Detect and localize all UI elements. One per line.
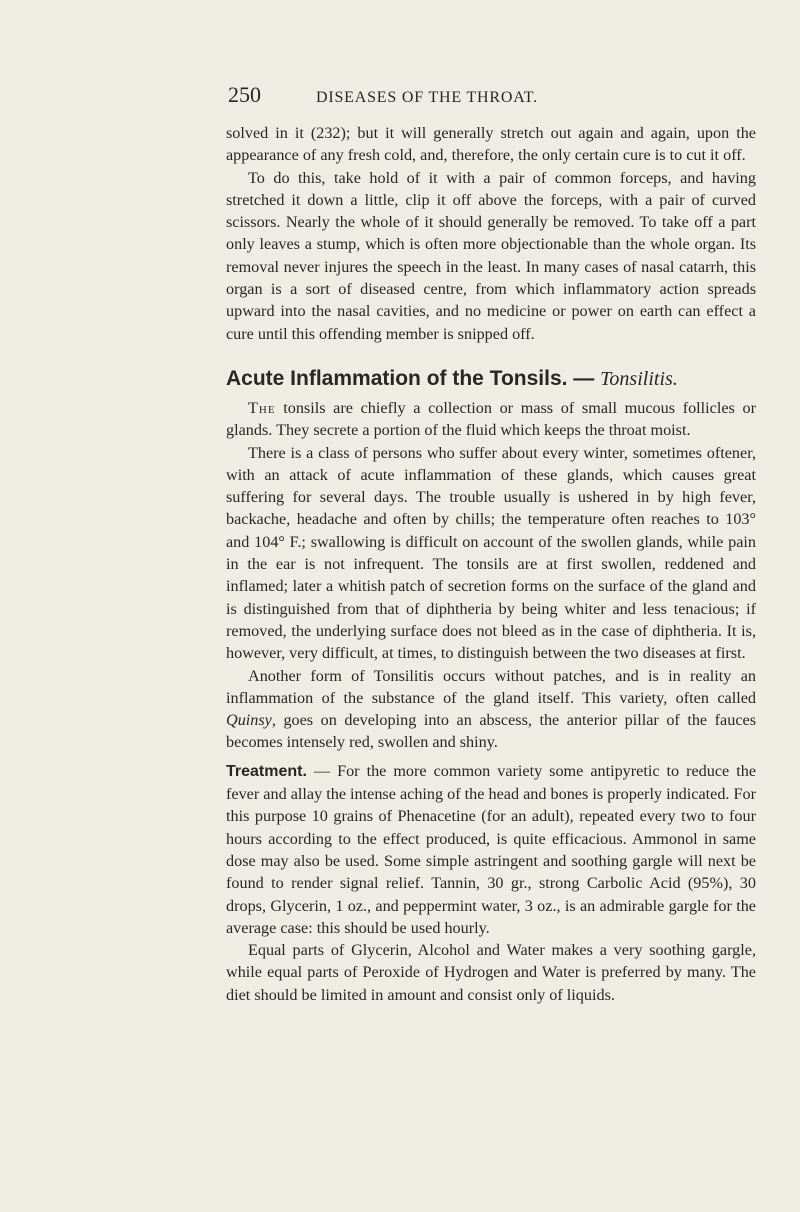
paragraph-text: tonsils are chiefly a collection or mass of small mucous follicles or glands. They secrete a portion of the fluid which keeps the throat moist. [226,398,756,440]
paragraph-quinsy [226,665,756,754]
paragraph-text: , goes on developing into an abscess, the anterior pillar of the fauces becomes intensely red, swollen and shiny. [226,711,756,752]
paragraph-tonsils-definition [226,397,756,442]
treatment-label: Treatment. [226,762,307,780]
page-body [226,122,756,1006]
page-number: 250 [228,82,261,107]
paragraph-removal-procedure: To do this, take hold of it with a pair of common forceps, and having stretched it down a little, clip it off above the forceps, with a pair of curved scissors. Nearly the whole of it should generally be removed. To take off a part only leaves a stump, which is often more objectionable than the whole organ. Its removal never injures the speech in the least. In many cases of nasal catarrh, this organ is a sort of diseased centre, from which inflammatory action spreads upward into the nasal cavities, and no medicine or power on earth can effect a cure until this offending member is snipped off. [226,168,756,343]
paragraph-symptoms: There is a class of persons who suffer about every winter, sometimes oftener, with an attack of acute inflammation of these glands, which causes great suffering for several days. The trouble usually is ushered in by high fever, backache, headache and often by chills; the temperature often reaches to 103° and 104° F.; swallowing is difficult on account of the swollen glands, while pain in the ear is not infrequent. The tonsils are at first swollen, reddened and inflamed; later a whitish patch of secretion forms on the surface of the gland and is distinguished from that of diphtheria by being whiter and less tenacious; if removed, the underlying surface does not bleed as in the case of diphtheria. It is, however, very difficult, at times, to distinguish between the two diseases at first. [226,443,756,663]
paragraph-lead-word: The [248,398,276,417]
running-head: DISEASES OF THE THROAT. [316,89,538,106]
section-subtitle: Tonsilitis. [600,367,678,390]
quinsy-term: Quinsy [226,711,272,730]
paragraph-treatment [226,760,756,939]
paragraph-continuation: solved in it (232); but it will generally stretch out again and again, upon the appearance of any fresh cold, and, therefore, the only certain cure is to cut it off. [226,124,756,165]
section-title: Acute Inflammation of the Tonsils. [226,366,568,390]
section-heading [226,365,756,393]
paragraph-text: Another form of Tonsilitis occurs without patches, and is in reality an inflammation of the substance of the gland itself. This variety, often called [226,666,756,707]
paragraph-text: — For the more common variety some antipyretic to reduce the fever and allay the intense aching of the head and bones is properly indicated. For this purpose 10 grains of Phenacetine (for an adult), repeated every two to four hours according to the effect produced, is quite efficacious. Ammonol in same dose may also be used. Some simple astringent and soothing gargle will next be found to render signal relief. Tannin, 30 gr., strong Carbolic Acid (95%), 30 drops, Glycerin, 1 oz., and peppermint water, 3 oz., is an admirable gargle for the average case: this should be used hourly. [226,761,756,937]
page-header [228,82,748,112]
paragraph-gargle-diet: Equal parts of Glycerin, Alcohol and Water makes a very soothing gargle, while equal parts of Peroxide of Hydrogen and Water is preferred by many. The diet should be limited in amount and consist only of liquids. [226,941,756,1004]
section-dash: — [567,366,601,390]
